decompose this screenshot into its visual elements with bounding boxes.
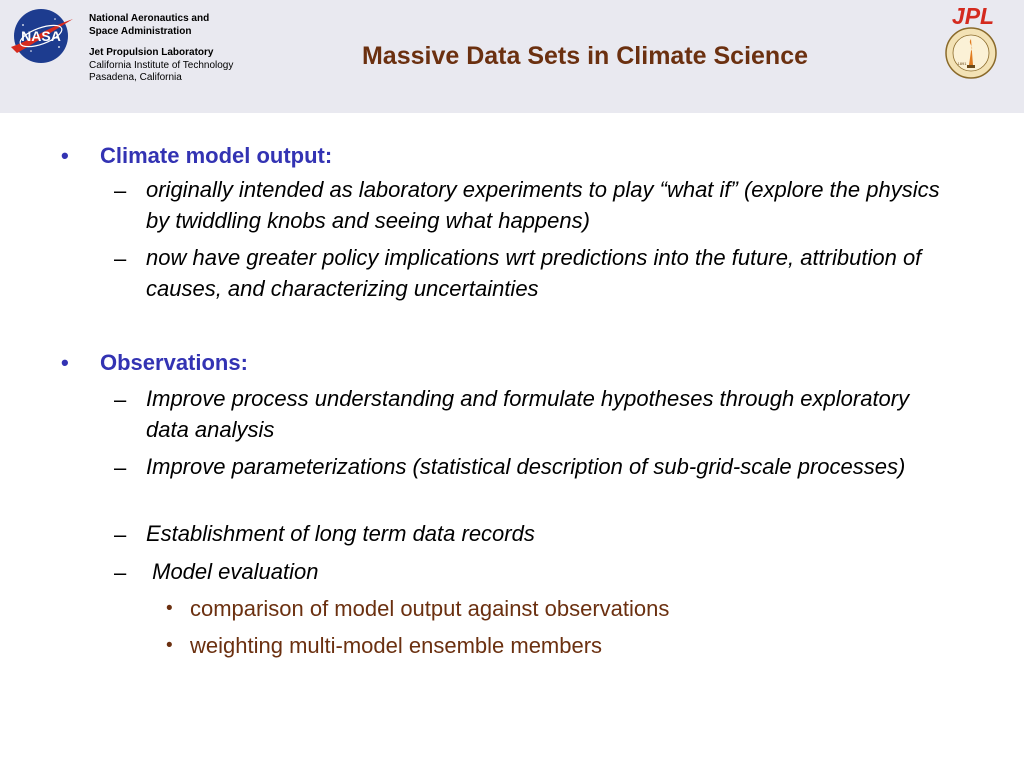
location: Pasadena, California bbox=[89, 72, 182, 83]
lab-name: Jet Propulsion Laboratory bbox=[89, 47, 214, 58]
nasa-logo bbox=[9, 7, 75, 65]
list-item: originally intended as laboratory experiments to play “what if” (explore the physics by twiddling knobs and seeing what happens) bbox=[146, 177, 940, 233]
institute-name: California Institute of Technology bbox=[89, 59, 234, 71]
organization-block bbox=[89, 13, 289, 85]
slide-header bbox=[0, 0, 1024, 113]
sub-list-item: comparison of model output against observations bbox=[190, 596, 670, 621]
item-dash: – bbox=[114, 522, 127, 547]
item-dash: – bbox=[114, 560, 127, 585]
page-title: Massive Data Sets in Climate Science bbox=[361, 42, 809, 70]
list-item: Improve process understanding and formulate hypotheses through exploratory data analysis bbox=[146, 386, 910, 442]
subitem-bullet: • bbox=[166, 598, 173, 619]
list-item: now have greater policy implications wrt predictions into the future, attribution of causes, and characterizing uncertainties bbox=[146, 245, 922, 301]
org-line-1: National Aeronautics and bbox=[89, 13, 210, 24]
section-bullet: • bbox=[61, 143, 69, 168]
list-item: Improve parameterizations (statistical description of sub-grid-scale processes) bbox=[146, 454, 906, 479]
jpl-logo-text: JPL bbox=[951, 4, 995, 26]
item-dash: – bbox=[114, 246, 127, 271]
sub-list-item: weighting multi-model ensemble members bbox=[190, 633, 603, 658]
item-dash: – bbox=[114, 387, 127, 412]
section-bullet: • bbox=[61, 350, 69, 375]
caltech-seal bbox=[945, 27, 997, 79]
list-item: Model evaluation bbox=[146, 559, 319, 584]
item-dash: – bbox=[114, 455, 127, 480]
list-item: Establishment of long term data records bbox=[146, 521, 535, 546]
org-line-2: Space Administration bbox=[89, 25, 192, 37]
section-heading-observations: Observations: bbox=[100, 350, 248, 375]
subitem-bullet: • bbox=[166, 635, 173, 656]
jpl-logo bbox=[936, 4, 1010, 26]
seal-year: 1891 bbox=[957, 61, 967, 66]
item-dash: – bbox=[114, 178, 127, 203]
nasa-logo-text: NASA bbox=[21, 28, 61, 44]
section-heading-climate-model-output: Climate model output: bbox=[100, 143, 333, 168]
